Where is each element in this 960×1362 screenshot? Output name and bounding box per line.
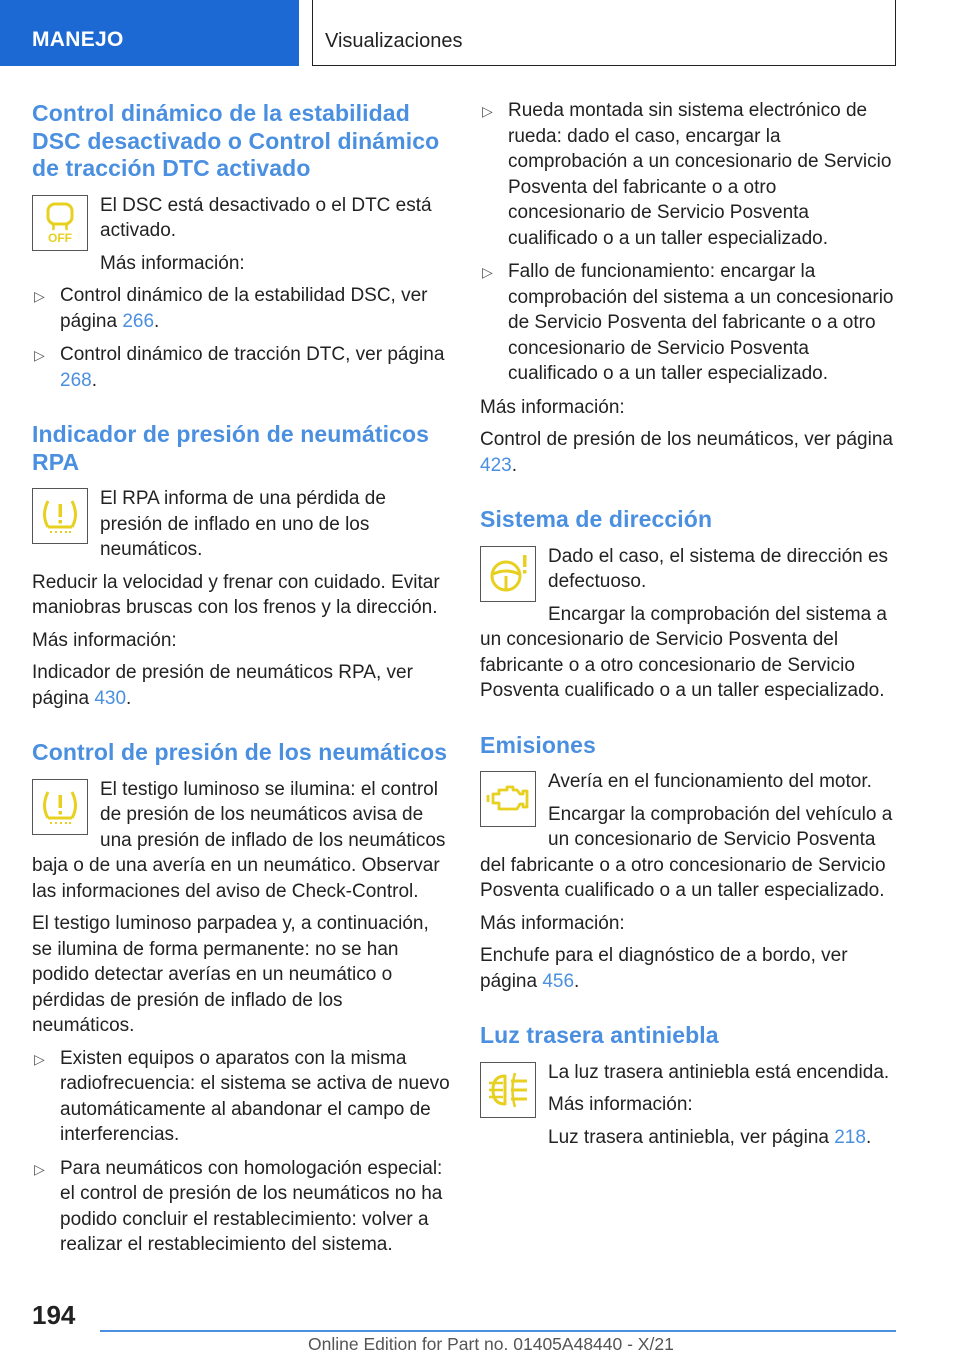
footer-edition: Online Edition for Part no. 01405A48440 - X/21 — [308, 1334, 674, 1354]
rpa-text-1: El RPA informa de una pérdida de presión de inflado en uno de los neumáticos. — [100, 488, 386, 560]
list-item: ▷ Control dinámico de la estabilidad DSC, ver página 266. — [34, 285, 428, 332]
chapter-tab — [312, 0, 896, 66]
page-link[interactable]: 218 — [834, 1126, 866, 1148]
tpm-text-1a: El testigo luminoso se ilumina: el control de presión de los neumáticos avisa de una presión de inflado de los neumáticos — [100, 778, 446, 851]
page-link[interactable]: 266 — [122, 310, 155, 332]
cont-text-2: Control de presión de los neumáticos, ver página 423. — [480, 429, 893, 476]
page-number: 194 — [32, 1300, 76, 1330]
fog-text-3: Luz trasera antiniebla, ver página 218. — [548, 1126, 872, 1148]
section-tire-pressure-control — [32, 739, 450, 1258]
section-dsc — [32, 100, 450, 393]
dsc-text-2: Más información: — [100, 252, 245, 274]
steering-text-1: Dado el caso, el sistema de dirección es defectuoso. — [548, 545, 889, 592]
tire-pressure-warning-icon — [32, 779, 88, 835]
section-heading: Control dinámico de la estabilidad DSC desactivado o Control dinámico de tracción DTC activado — [32, 100, 440, 181]
list-item: ▷ Existen equipos o aparatos con la misma radiofrecuencia: el sistema se activa de nuevo automáticamente al abandonar el campo de interferencias. — [34, 1047, 450, 1145]
tire-pressure-warning-icon — [32, 488, 88, 544]
steering-warning-icon — [480, 546, 536, 602]
section-emissions — [480, 732, 898, 995]
footer-divider — [100, 1330, 896, 1332]
section-continued — [480, 98, 898, 478]
section-heading: Indicador de presión de neumáticos RPA — [32, 421, 430, 475]
section-heading: Sistema de dirección — [480, 506, 713, 532]
dsc-text-1: El DSC está desactivado o el DTC está activado. — [100, 194, 432, 241]
emissions-text-4: Enchufe para el diagnóstico de a bordo, ver página 456. — [480, 945, 848, 992]
page-link[interactable]: 268 — [60, 369, 92, 391]
emissions-text-3: Más información: — [480, 912, 625, 934]
section-title: MANEJO — [32, 28, 124, 51]
right-column — [480, 98, 898, 1178]
rpa-text-4: Indicador de presión de neumáticos RPA, ver página 430. — [32, 662, 413, 709]
list-item: ▷ Rueda montada sin sistema electrónico de rueda: dado el caso, encargar la comprobación a un concesionario de Servicio Posventa del fabricante o a otro concesionario de Servicio Posventa cualificado o a un taller especializado. — [482, 100, 892, 249]
section-rear-fog — [480, 1022, 898, 1150]
emissions-text-1: Avería en el funcionamiento del motor. — [548, 771, 872, 792]
section-heading: Control de presión de los neumáticos — [32, 739, 448, 765]
fog-text-2: Más información: — [548, 1094, 693, 1115]
tpm-text-1b: baja o de una avería en un neumático. Observar las informaciones del aviso de Check-Control. — [32, 855, 440, 902]
steering-text-2a: Encargar la comprobación del sistema a — [548, 603, 888, 625]
page-link[interactable]: 456 — [542, 970, 575, 992]
list-item: ▷ Control dinámico de tracción DTC, ver página 268. — [34, 344, 445, 391]
svg-text:OFF: OFF — [48, 230, 72, 245]
tpm-text-2: El testigo luminoso parpadea y, a continuación, se ilumina de forma permanente: no se han podido detectar averías en un neumático o pérdidas de presión de inflado de los neumáticos. — [32, 913, 429, 1036]
rpa-text-2: Reducir la velocidad y frenar con cuidado. Evitar maniobras bruscas con los frenos y la dirección. — [32, 571, 440, 618]
emissions-text-2a: Encargar la comprobación del vehículo a un concesionario de Servicio Posventa — [548, 803, 893, 850]
list-item: ▷ Para neumáticos con homologación especial: el control de presión de los neumáticos no ha podido concluir el restablecimiento: volver a realizar el restablecimiento del sistema. — [34, 1157, 443, 1255]
left-column — [32, 100, 450, 1286]
section-rpa — [32, 421, 450, 711]
engine-check-icon — [480, 771, 536, 827]
emissions-text-2b: del fabricante o a otro concesionario de Servicio Posventa cualificado o a un taller especializado. — [480, 854, 886, 901]
section-heading: Luz trasera antiniebla — [480, 1022, 719, 1048]
section-heading: Emisiones — [480, 731, 596, 758]
steering-text-2b: un concesionario de Servicio Posventa del fabricante o a otro concesionario de Servicio Posventa cualificado o a un taller especializado. — [480, 629, 885, 701]
section-steering — [480, 506, 898, 704]
dsc-off-icon — [32, 195, 88, 251]
rpa-text-3: Más información: — [32, 629, 177, 651]
cont-text-1: Más información: — [480, 396, 625, 418]
page-link[interactable]: 430 — [94, 687, 127, 709]
fog-text-1: La luz trasera antiniebla está encendida. — [548, 1061, 890, 1083]
chapter-title: Visualizaciones — [325, 30, 463, 52]
rear-fog-light-icon — [480, 1062, 536, 1118]
section-tab — [0, 0, 299, 66]
page-link[interactable]: 423 — [480, 454, 512, 476]
list-item: ▷ Fallo de funcionamiento: encargar la comprobación del sistema a un concesionario de Servicio Posventa del fabricante o a otro concesionario de Servicio Posventa cualificado o a un taller especializado. — [482, 261, 894, 384]
